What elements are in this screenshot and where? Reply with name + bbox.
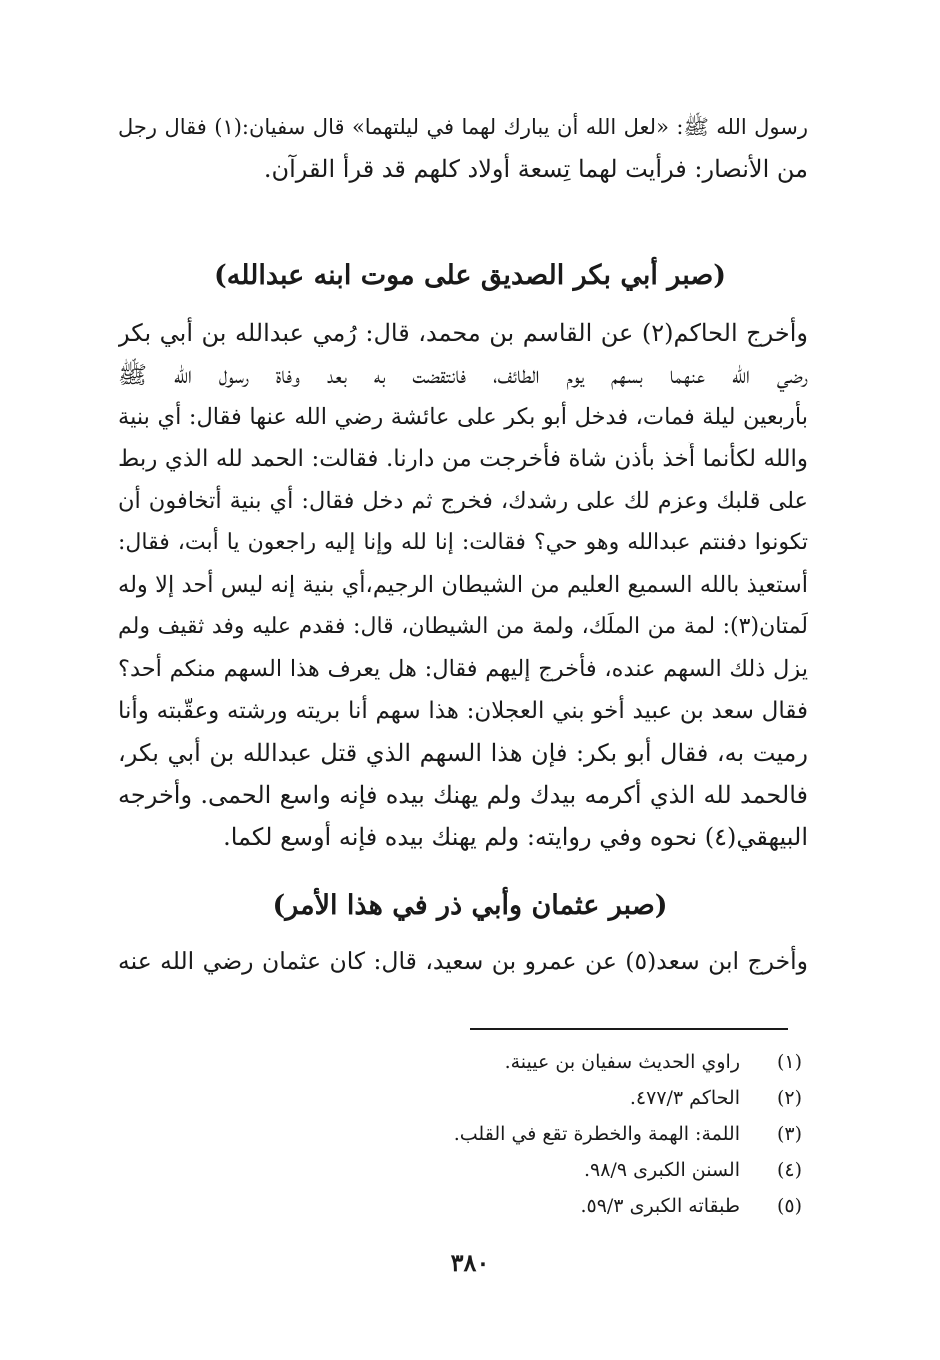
footnote-number: (٢)	[776, 1087, 802, 1109]
section2-line-1: وأخرج ابن سعد(٥) عن عمرو بن سعيد، قال: كان عثمان رضي الله عنه	[118, 947, 808, 975]
section1-line-7: أستعيذ بالله السميع العليم من الشيطان الرجيم،أي بنية إنه ليس أحد إلا وله	[118, 572, 808, 598]
section1-line-10: فقال سعد بن عبيد أخو بني العجلان: هذا سهم أنا بريته ورشته وعقّبته وأنا	[118, 698, 808, 724]
section1-line-8: لَمتان(٣): لمة من الملَك، ولمة من الشيطان، قال: فقدم عليه وفد ثقيف ولم	[118, 614, 808, 639]
section1-line-12: فالحمد لله الذي أكرمه بيدك ولم يهنك بيده فإنه واسع الحمى. وأخرجه	[118, 781, 808, 809]
footnote-text: اللمة: الهمة والخطرة تقع في القلب.	[453, 1123, 740, 1145]
footnote-text: طبقاته الكبرى ٥٩/٣.	[580, 1195, 740, 1217]
section1-line-9: يزل ذلك السهم عنده، فأخرج إليهم فقال: هل يعرف هذا السهم منكم أحد؟	[118, 656, 808, 682]
section1-line-1: وأخرج الحاكم(٢) عن القاسم بن محمد، قال: رُمي عبدالله بن أبي بكر	[118, 319, 808, 347]
footnote-number: (١)	[776, 1051, 802, 1073]
page-number: ٣٨٠	[450, 1248, 490, 1277]
section-heading-uthman: (صبر عثمان وأبي ذر في هذا الأمر)	[272, 890, 668, 921]
footnote-4	[242, 1156, 802, 1184]
section1-line-13: البيهقي(٤) نحوه وفي روايته: ولم يهنك بيده فإنه أوسع لكما.	[223, 823, 808, 851]
section1-line-2: رضي الله عنهما بسهم يوم الطائف، فانتقضت به بعد وفاة رسول الله ﷺ	[118, 361, 808, 389]
footnote-separator	[470, 1028, 788, 1030]
footnote-3	[242, 1120, 802, 1148]
intro-line-1: رسول الله ﷺ: «لعل الله أن يبارك لهما في ليلتهما» قال سفيان:(١) فقال رجل	[118, 115, 808, 139]
section1-line-6: تكونوا دفنتم عبدالله وهو حي؟ فقالت: إنا لله وإنا إليه راجعون يا أبت، فقال:	[118, 530, 808, 555]
intro-line-2: من الأنصار: فرأيت لهما تِسعة أولاد كلهم قد قرأ القرآن.	[263, 155, 808, 183]
section1-line-5: على قلبك وعزم لك على رشدك، فخرج ثم دخل فقال: أي بنية أتخافون أن	[118, 488, 808, 514]
footnote-text: الحاكم ٤٧٧/٣.	[629, 1087, 740, 1109]
footnote-text: راوي الحديث سفيان بن عيينة.	[504, 1051, 740, 1073]
footnote-1	[242, 1048, 802, 1076]
footnote-number: (٥)	[776, 1195, 802, 1217]
footnote-text: السنن الكبرى ٩٨/٩.	[583, 1159, 740, 1181]
section-heading-abu-bakr: (صبر أبي بكر الصديق على موت ابنه عبدالله)	[213, 260, 727, 291]
section1-line-11: رميت به، فقال أبو بكر: فإن هذا السهم الذي قتل عبدالله بن أبي بكر،	[118, 739, 808, 767]
footnote-5	[242, 1192, 802, 1220]
section1-line-3: بأربعين ليلة فمات، فدخل أبو بكر على عائشة رضي الله عنها فقال: أي بنية	[118, 404, 808, 430]
footnote-number: (٤)	[776, 1159, 802, 1181]
section1-line-4: والله لكأنما أُخذ بأذن شاة فأخرجت من دارنا. فقالت: الحمد لله الذي ربط	[118, 446, 808, 472]
footnote-2	[242, 1084, 802, 1112]
footnote-number: (٣)	[776, 1123, 802, 1145]
